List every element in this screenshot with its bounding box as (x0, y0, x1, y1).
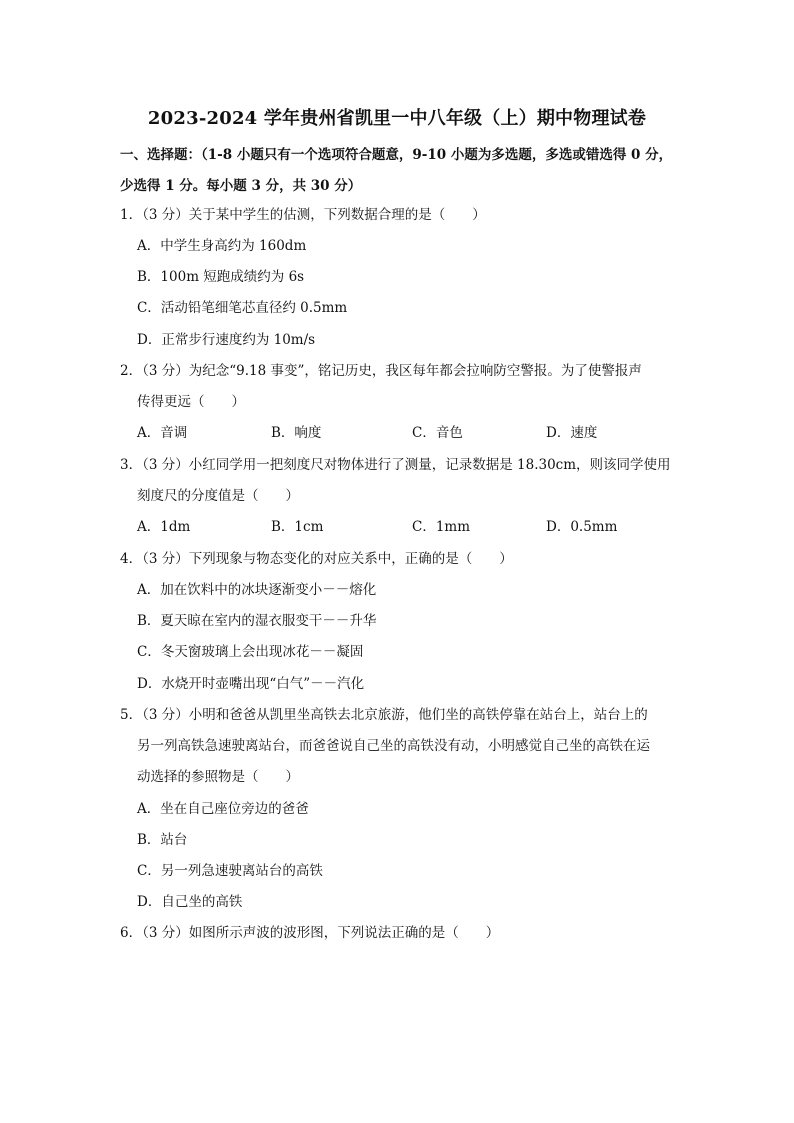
question-2-option-d: D．速度 (546, 425, 598, 441)
page-title: 2023-2024 学年贵州省凯里一中八年级（上）期中物理试卷 (147, 108, 647, 129)
question-1-option-d: D．正常步行速度约为 10m/s (137, 332, 316, 348)
question-2-option-a: A．音调 (137, 425, 188, 441)
question-2-option-c: C．音色 (412, 425, 463, 441)
question-4-option-b: B．夏天晾在室内的湿衣服变干－－升华 (137, 613, 377, 629)
question-4-option-d: D．水烧开时壶嘴出现“白气”－－汽化 (137, 676, 365, 692)
question-4-stem: 4．（3 分）下列现象与物态变化的对应关系中，正确的是（ ） (120, 551, 513, 567)
question-2-option-b: B．响度 (271, 425, 322, 441)
question-2-options (0, 423, 794, 443)
question-2-stem-line-2: 传得更远（ ） (137, 394, 245, 410)
question-3-option-d: D．0.5mm (546, 519, 618, 535)
section-heading-line-2: 少选得 1 分。每小题 3 分，共 30 分） (120, 178, 362, 194)
question-3-stem-line-1: 3．（3 分）小红同学用一把刻度尺对物体进行了测量，记录数据是 18.30cm，则该同学使用 (120, 457, 671, 473)
question-4-option-a: A．加在饮料中的冰块逐渐变小－－熔化 (137, 582, 377, 598)
question-5-option-b: B．站台 (137, 832, 188, 848)
question-3-stem-line-2: 刻度尺的分度值是（ ） (137, 488, 299, 504)
question-6-stem: 6．（3 分）如图所示声波的波形图，下列说法正确的是（ ） (120, 925, 500, 941)
question-4-option-c: C．冬天窗玻璃上会出现冰花－－凝固 (137, 644, 364, 660)
question-2-stem-line-1: 2．（3 分）为纪念“9.18 事变”，铭记历史，我区每年都会拉响防空警报。为了使警报声 (120, 363, 642, 379)
section-heading (120, 140, 680, 202)
question-1-option-c: C．活动铅笔细笔芯直径约 0.5mm (137, 300, 348, 316)
question-5-stem-line-1: 5．（3 分）小明和爸爸从凯里坐高铁去北京旅游，他们坐的高铁停靠在站台上，站台上的 (120, 707, 648, 723)
question-5-option-a: A．坐在自己座位旁边的爸爸 (137, 801, 309, 817)
question-3-option-c: C．1mm (412, 519, 471, 535)
question-5-stem-line-2: 另一列高铁急速驶离站台，而爸爸说自己坐的高铁没有动，小明感觉自己坐的高铁在运 (137, 738, 650, 754)
question-1-stem: 1．（3 分）关于某中学生的估测，下列数据合理的是（ ） (120, 207, 486, 223)
question-5-option-c: C．另一列急速驶离站台的高铁 (137, 863, 323, 879)
question-3-option-b: B．1cm (271, 519, 324, 535)
question-5-stem-line-3: 动选择的参照物是（ ） (137, 769, 299, 785)
question-5-option-d: D．自己坐的高铁 (137, 894, 243, 910)
question-1-option-a: A．中学生身高约为 160dm (137, 238, 307, 254)
question-1-option-b: B．100m 短跑成绩约为 6s (137, 269, 305, 285)
section-heading-line-1: 一、选择题：（1-8 小题只有一个选项符合题意，9-10 小题为多选题，多选或错选得 0 分， (120, 147, 673, 163)
question-3-option-a: A．1dm (137, 519, 191, 535)
question-3-options (0, 517, 794, 537)
